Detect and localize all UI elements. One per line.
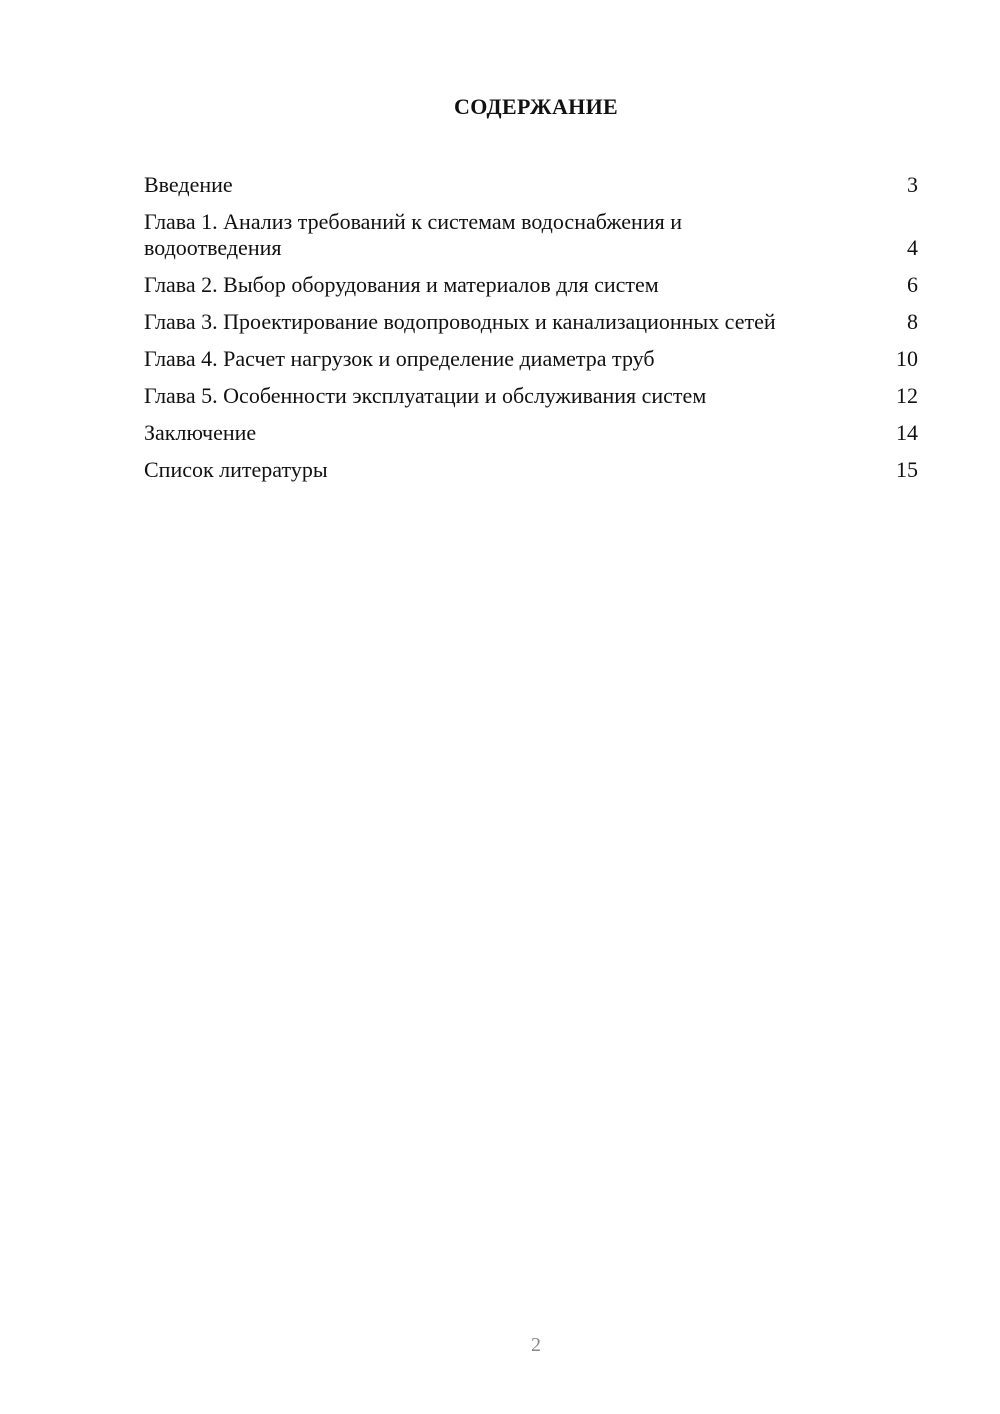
toc-entry-page: 14 [896, 420, 918, 445]
toc-entry-page: 4 [907, 235, 918, 260]
page-title: СОДЕРЖАНИЕ [454, 94, 618, 119]
toc-entry-title: Глава 4. Расчет нагрузок и определение диаметра труб [144, 346, 655, 371]
table-of-contents [144, 172, 918, 494]
toc-entry-title: Глава 3. Проектирование водопроводных и канализационных сетей [144, 309, 776, 334]
toc-entry-introduction [144, 172, 918, 198]
page-number: 2 [531, 1334, 541, 1356]
toc-entry-title: Заключение [144, 420, 257, 445]
toc-entry-references [144, 457, 918, 483]
toc-entry-page: 6 [907, 272, 918, 297]
toc-entry-title: Введение [144, 172, 233, 197]
toc-entry-title: Глава 2. Выбор оборудования и материалов для систем [144, 272, 659, 297]
toc-entry-title: Глава 5. Особенности эксплуатации и обслуживания систем [144, 383, 707, 408]
toc-entry-page: 3 [907, 172, 918, 197]
toc-entry-page: 12 [896, 383, 918, 408]
toc-entry-page: 10 [896, 346, 918, 371]
toc-entry-page: 15 [896, 457, 918, 482]
toc-entry-title: Список литературы [144, 457, 328, 482]
toc-entry-title: Глава 1. Анализ требований к системам водоснабжения и водоотведения [144, 209, 682, 260]
toc-entry-chapter-4 [144, 346, 918, 372]
toc-entry-page: 8 [907, 309, 918, 334]
toc-entry-chapter-5 [144, 383, 918, 409]
toc-entry-chapter-2 [144, 272, 918, 298]
toc-entry-conclusion [144, 420, 918, 446]
toc-entry-chapter-1 [144, 209, 918, 261]
toc-entry-chapter-3 [144, 309, 918, 335]
